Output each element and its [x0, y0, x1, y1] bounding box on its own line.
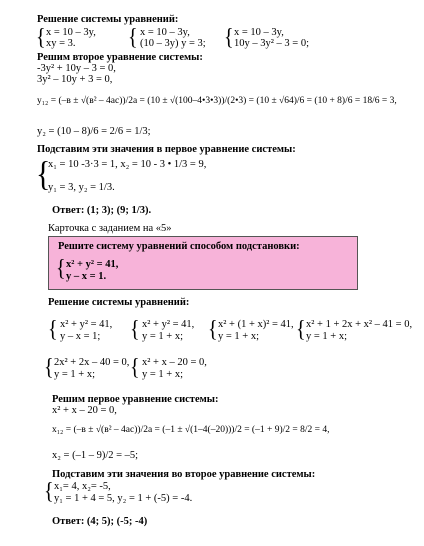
- brace: {: [44, 478, 54, 505]
- card-title: Карточка с заданием на «5»: [48, 223, 172, 234]
- system-line: 2x² + 2x – 40 = 0,: [54, 357, 130, 368]
- system-line: xy = 3.: [46, 38, 76, 49]
- system-line: y = 1 + x;: [306, 331, 348, 342]
- brace: {: [130, 316, 140, 343]
- s2-heading: Решение системы уравнений:: [48, 297, 190, 308]
- equation-line: -3y² + 10y – 3 = 0,: [37, 63, 116, 74]
- brace: {: [208, 316, 218, 343]
- brace: {: [130, 354, 140, 381]
- system-line: x² + 1 + 2x + x² – 41 = 0,: [306, 319, 413, 330]
- brace: {: [48, 316, 58, 343]
- equation-line: x₁ = 10 -3·3 = 1, x₂ = 10 - 3 • 1/3 = 9,: [48, 159, 207, 170]
- brace: {: [44, 354, 54, 381]
- system-line: x² + x – 20 = 0,: [142, 357, 207, 368]
- s2-answer: Ответ: (4; 5); (-5; -4): [52, 516, 148, 527]
- task-equation: y – x = 1.: [66, 271, 107, 282]
- equation-line: x² + x – 20 = 0,: [52, 405, 117, 416]
- task-title: Решите систему уравнений способом подстановки:: [58, 241, 300, 252]
- system-line: y – x = 1;: [60, 331, 101, 342]
- equation-line: x₁= 4, x₂= -5,: [54, 481, 111, 492]
- formula-line: y₁₂ = (–в ± √(в² – 4ас))/2а = (10 ± √(100–4•3•3))/(2•3) = (10 ± √64)/6 = (10 + 8)/6 = 18/6 = 3,: [37, 96, 397, 106]
- system-line: x = 10 – 3y,: [46, 27, 96, 38]
- s1-answer: Ответ: (1; 3); (9; 1/3).: [52, 205, 152, 216]
- system-line: x² + y² = 41,: [142, 319, 195, 330]
- system-line: x² + y² = 41,: [60, 319, 113, 330]
- formula-line: x₂ = (–1 – 9)/2 = –5;: [52, 450, 139, 461]
- system-line: (10 – 3y) y = 3;: [140, 38, 206, 49]
- system-line: 10y – 3y² – 3 = 0;: [234, 38, 309, 49]
- task-equation: x² + y² = 41,: [66, 259, 119, 270]
- equation-line: y₁ = 3, y₂ = 1/3.: [48, 182, 115, 193]
- brace: {: [296, 316, 306, 343]
- s1-heading: Решение системы уравнений:: [37, 14, 179, 25]
- brace: {: [36, 24, 46, 51]
- task-box: [48, 236, 358, 290]
- formula-line: y₂ = (10 – 8)/6 = 2/6 = 1/3;: [37, 126, 151, 137]
- system-line: x = 10 – 3y,: [140, 27, 190, 38]
- system-line: y = 1 + x;: [142, 331, 184, 342]
- equation-line: 3y² – 10y + 3 = 0,: [37, 74, 113, 85]
- s1-solve-heading: Решим второе уравнение системы:: [37, 52, 203, 63]
- brace: {: [128, 24, 138, 51]
- system-line: y = 1 + x;: [218, 331, 260, 342]
- system-line: x² + (1 + x)² = 41,: [218, 319, 294, 330]
- s1-subst-heading: Подставим эти значения в первое уравнение системы:: [37, 144, 296, 155]
- system-line: x = 10 – 3y,: [234, 27, 284, 38]
- s2-solve-heading: Решим первое уравнение системы:: [52, 394, 219, 405]
- brace: {: [224, 24, 234, 51]
- equation-line: y₁ = 1 + 4 = 5, y₂ = 1 + (-5) = -4.: [54, 493, 193, 504]
- brace: {: [56, 255, 66, 282]
- formula-line: x₁₂ = (–в ± √(в² – 4ас))/2а = (–1 ± √(1–4(–20)))/2 = (–1 + 9)/2 = 8/2 = 4,: [52, 425, 330, 435]
- system-line: y = 1 + x;: [54, 369, 96, 380]
- system-line: y = 1 + x;: [142, 369, 184, 380]
- brace: {: [36, 155, 51, 194]
- s2-subst-heading: Подставим эти значения во второе уравнение системы:: [52, 469, 316, 480]
